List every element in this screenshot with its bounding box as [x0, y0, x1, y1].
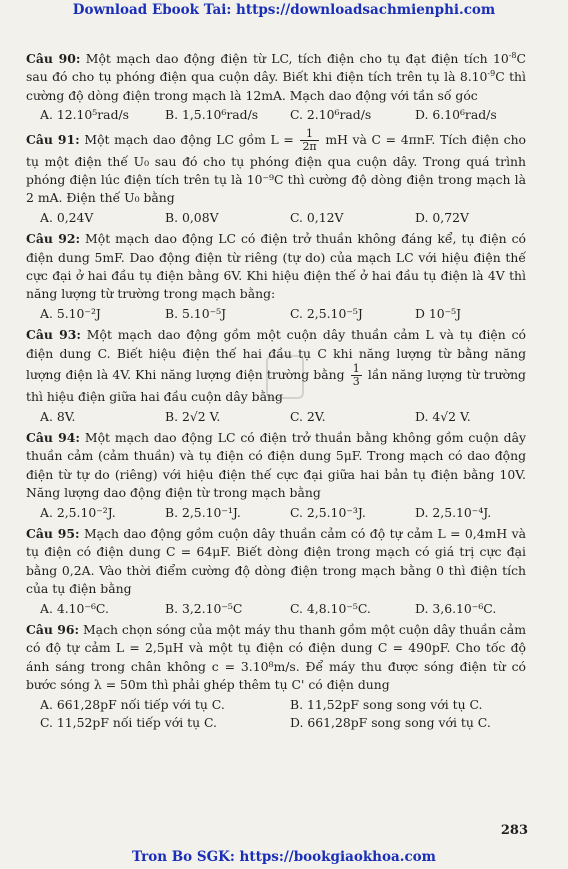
options-92	[26, 305, 526, 323]
option-c: C. 4,8.10⁻⁵C.	[290, 600, 371, 616]
question-label: Câu 91:	[26, 131, 80, 147]
option-d: D. 2,5.10⁻⁴J.	[415, 504, 492, 520]
question-label: Câu 94:	[26, 429, 80, 445]
option-d: D 10⁻⁵J	[415, 305, 462, 321]
option-b: B. 0,08V	[165, 209, 219, 225]
download-header[interactable]	[0, 0, 568, 20]
question-90: Câu 90: Một mạch dao động điện từ LC, tích điện cho tụ đạt điện tích $10^{-8}C$ sau đó cho tụ phóng điện qua cuộn dây. Biết khi điện tích trên tụ là $8.10^{-9}C$ thì cường độ dòng điện trong mạch là 12mA. Mạch dao động với tần số góc	[26, 50, 526, 103]
option-b: B. 2√2 V.	[165, 408, 221, 424]
option-d: D. 0,72V	[415, 209, 469, 225]
question-96: Câu 96: Mạch chọn sóng của một máy thu thanh gồm một cuộn dây thuần cảm có độ tự cảm L = 2,5μH và một tụ điện có điện dung C = 490pF. Cho tốc độ ánh sáng trong chân không c = 3.10⁸m/s. Để máy thu được sóng điện từ có bước sóng λ = 50m thì phải ghép thêm tụ C' có điện dung	[26, 621, 526, 693]
option-a: A. 4.10⁻⁶C.	[40, 600, 109, 616]
fraction: $\frac{1}{2\pi}$	[302, 126, 317, 153]
option-a: A. 0,24V	[40, 209, 94, 225]
question-label: Câu 92:	[26, 231, 81, 247]
option-a: A. 2,5.10⁻²J.	[40, 504, 116, 520]
textbook-link[interactable]: Tron Bo SGK: https://bookgiaokhoa.com	[132, 849, 436, 865]
option-a: A. 5.10⁻²J	[40, 305, 101, 321]
option-d: D. 661,28pF song song với tụ C.	[290, 715, 491, 730]
question-93: Câu 93: Một mạch dao động gồm một cuộn dây thuần cảm L và tụ điện có điện dung C. Biết hiệu điện thế hai đầu tụ C khi năng lượng từ bằng năng lượng điện là 4V. Khi năng lượng điện trường bằng $\frac{1}{3}$ lần năng lượng từ trường thì hiệu điện giữa hai đầu cuộn dây bằng	[26, 327, 526, 405]
options-96	[26, 696, 526, 733]
textbook-footer[interactable]	[0, 849, 568, 865]
option-a: A. 8V.	[40, 408, 76, 424]
page-number: 283	[500, 823, 528, 838]
question-label: Câu 90:	[26, 51, 81, 66]
option-c: C. 2V.	[290, 408, 326, 424]
question-label: Câu 95:	[26, 525, 80, 541]
options-94	[26, 504, 526, 522]
options-93	[26, 408, 526, 426]
option-d: D. 4√2 V.	[415, 408, 471, 424]
option-c: C. 2,5.10⁻³J.	[290, 504, 366, 520]
option-c: C. 11,52pF nối tiếp với tụ C.	[40, 715, 217, 730]
options-91	[26, 209, 526, 227]
option-b: B. 3,2.10⁻⁵C	[165, 600, 243, 616]
option-b: B. 2,5.10⁻¹J.	[165, 504, 241, 520]
options-95	[26, 600, 526, 618]
option-b: B. 1,5.10⁶rad/s	[165, 107, 259, 123]
option-a: A. 661,28pF nối tiếp với tụ C.	[40, 696, 225, 712]
question-91: Câu 91: Một mạch dao động LC gồm L = $\frac{1}{2\pi}$ mH và C = 4πnF. Tích điện cho tụ một điện thế U₀ sau đó cho tụ phóng điện qua cuộn dây. Trong quá trình phóng điện lúc điện tích trên tụ là 10⁻⁹C thì cường độ dòng điện trong mạch là 2 mA. Điện thế U₀ bằng	[26, 126, 527, 206]
option-c: C. 2,5.10⁻⁵J	[290, 305, 363, 321]
option-d: D. 3,6.10⁻⁶C.	[415, 600, 497, 616]
question-92: Câu 92: Một mạch dao động LC có điện trở thuần không đáng kể, tụ điện có điện dung 5mF. Dao động điện từ riêng (tự do) của mạch LC với hiệu điện thế cực đại ở hai đầu tụ điện bằng 6V. Khi hiệu điện thế ở hai đầu tụ điện là 4V thì năng lượng từ trường trong mạch bằng:	[26, 231, 526, 302]
option-c: C. 0,12V	[290, 209, 344, 225]
download-link[interactable]: Download Ebook Tai: https://downloadsachmienphi.com	[72, 2, 496, 18]
fraction: $\frac{1}{3}$	[352, 362, 360, 389]
option-b: B. 11,52pF song song với tụ C.	[290, 696, 483, 712]
option-a: A. 12.10⁵rad/s	[40, 107, 130, 123]
question-list	[26, 50, 526, 735]
question-label: Câu 96:	[26, 621, 80, 637]
option-b: B. 5.10⁻⁵J	[165, 305, 227, 321]
options-90	[26, 106, 526, 124]
option-d: D. 6.10⁶rad/s	[415, 107, 497, 123]
question-label: Câu 93:	[26, 327, 81, 343]
question-95: Câu 95: Mạch dao động gồm cuộn dây thuần cảm có độ tự cảm L = 0,4mH và tụ điện có điện dung C = 64μF. Biết dòng điện trong mạch có giá trị cực đại bằng 0,2A. Vào thời điểm cường độ dòng điện trong mạch bằng 0 thì điện tích của tụ điện bằng	[26, 525, 526, 597]
option-c: C. 2.10⁶rad/s	[290, 107, 372, 123]
question-94: Câu 94: Một mạch dao động LC có điện trở thuần bằng không gồm cuộn dây thuần cảm (cảm thuần) và tụ điện có điện dung 5μF. Trong mạch có dao động điện từ tự do (riêng) với hiệu điện thế cực đại giữa hai bản tụ điện bằng 10V. Năng lượng dao động điện từ trong mạch bằng	[26, 429, 526, 501]
